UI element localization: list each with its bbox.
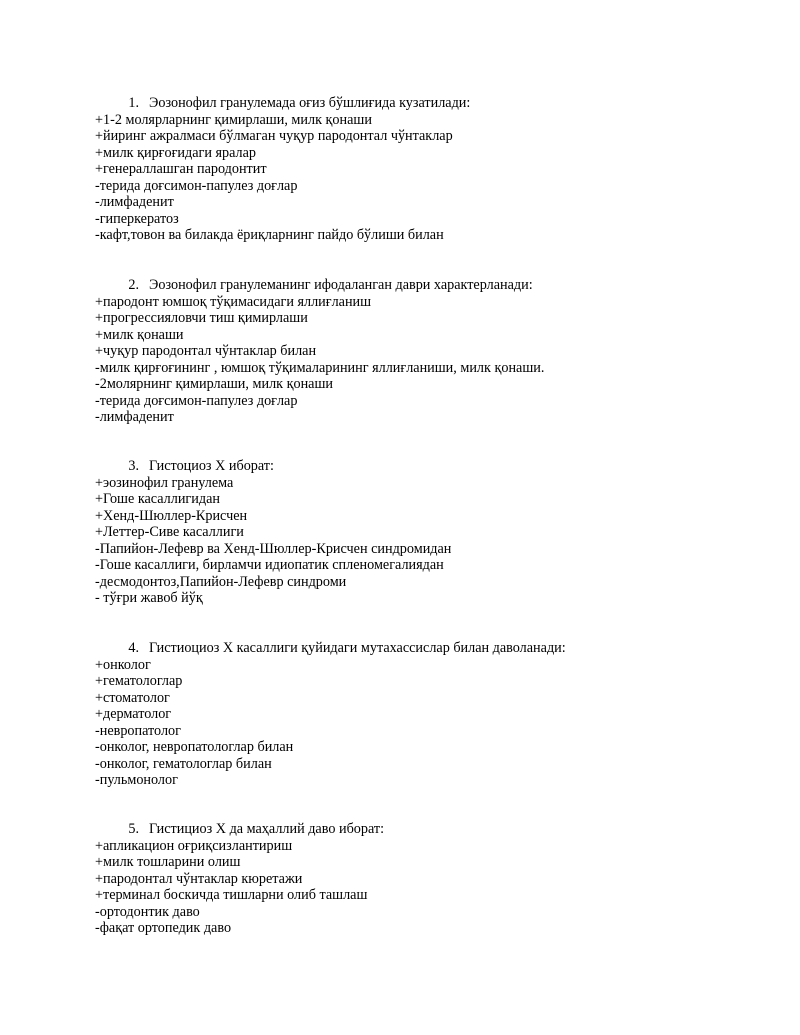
question-5 [95,821,775,937]
question-text: Эозонофил гранулемада оғиз бўшлиғида кузатилади: [149,95,471,111]
answer-option: -2молярнинг қимирлаши, милк қонаши [95,376,333,392]
answer-option: -онколог, невропатологлар билан [95,739,294,755]
answer-option: -онколог, гематологлар билан [95,755,272,772]
question-4 [95,640,775,789]
answer-list [95,657,775,789]
question-title [95,640,775,657]
question-2 [95,277,775,426]
answer-option: +стоматолог [95,689,170,706]
answer-option: +апликацион оғриқсизлантириш [95,837,293,854]
question-number: 2. [128,277,139,293]
answer-option: - тўғри жавоб йўқ [95,590,203,606]
answer-option: +пародонтал чўнтаклар кюретажи [95,870,303,887]
answer-option: -десмодонтоз,Папийон-Лефевр синдроми [95,573,347,590]
answer-option: +генераллашган пародонтит [95,161,267,177]
question-text: Гистиоциоз Х касаллиги қуйидаги мутахассислар билан даволанади: [149,640,566,656]
answer-option: +дерматолог [95,706,172,722]
question-text: Гистоциоз Х иборат: [149,458,274,474]
answer-option: -пульмонолог [95,772,178,788]
answer-option: +йиринг ажралмаси бўлмаган чуқур пародонтал чўнтаклар [95,128,453,144]
answer-option: +онколог [95,656,151,673]
question-text: Гистициоз Х да маҳаллий даво иборат: [149,821,385,837]
answer-option: +милк қирғоғидаги яралар [95,144,256,161]
answer-option: -терида доғсимон-папулез доғлар [95,177,298,194]
question-3 [95,458,775,607]
question-number: 1. [128,95,139,111]
question-text: Эозонофил гранулеманинг ифодаланган даври характерланади: [149,277,533,293]
answer-option: +Леттер-Сиве касаллиги [95,524,244,540]
answer-option: +гематологлар [95,673,183,689]
answer-option: -фақат ортопедик даво [95,920,232,936]
answer-option: -терида доғсимон-папулез доғлар [95,392,298,409]
answer-option: +милк тошларини олиш [95,854,241,870]
answer-option: -ортодонтик даво [95,903,200,920]
answer-option: +терминал боскичда тишларни олиб ташлаш [95,887,368,903]
answer-option: -невропатолог [95,722,181,739]
answer-option: -Папийон-Лефевр ва Хенд-Шюллер-Крисчен синдромидан [95,540,452,557]
answer-list [95,475,775,607]
answer-option: -кафт,товон ва билакда ёриқларнинг пайдо бўлиши билан [95,227,444,243]
answer-option: -лимфаденит [95,194,174,210]
answer-option: +Хенд-Шюллер-Крисчен [95,507,248,524]
question-title [95,458,775,475]
question-title [95,95,775,112]
question-title [95,821,775,838]
answer-list [95,294,775,426]
answer-option: -Гоше касаллиги, бирламчи идиопатик спленомегалиядан [95,557,444,573]
answer-list [95,838,775,937]
answer-option: +пародонт юмшоқ тўқимасидаги яллиғланиш [95,293,372,310]
question-number: 5. [128,821,139,837]
question-1 [95,95,775,244]
answer-option: -гиперкератоз [95,210,179,227]
answer-option: +прогрессияловчи тиш қимирлаши [95,310,308,326]
answer-option: +Гоше касаллигидан [95,491,220,507]
answer-option: -милк қирғоғининг , юмшоқ тўқималарининг яллиғланиши, милк қонаши. [95,359,545,376]
answer-option: +чуқур пародонтал чўнтаклар билан [95,343,317,359]
question-number: 4. [128,640,139,656]
answer-option: +милк қонаши [95,326,184,343]
answer-option: +1-2 молярларнинг қимирлаши, милк қонаши [95,111,372,128]
answer-option: +эозинофил гранулема [95,474,234,491]
question-title [95,277,775,294]
answer-option: -лимфаденит [95,409,174,425]
question-number: 3. [128,458,139,474]
answer-list [95,112,775,244]
